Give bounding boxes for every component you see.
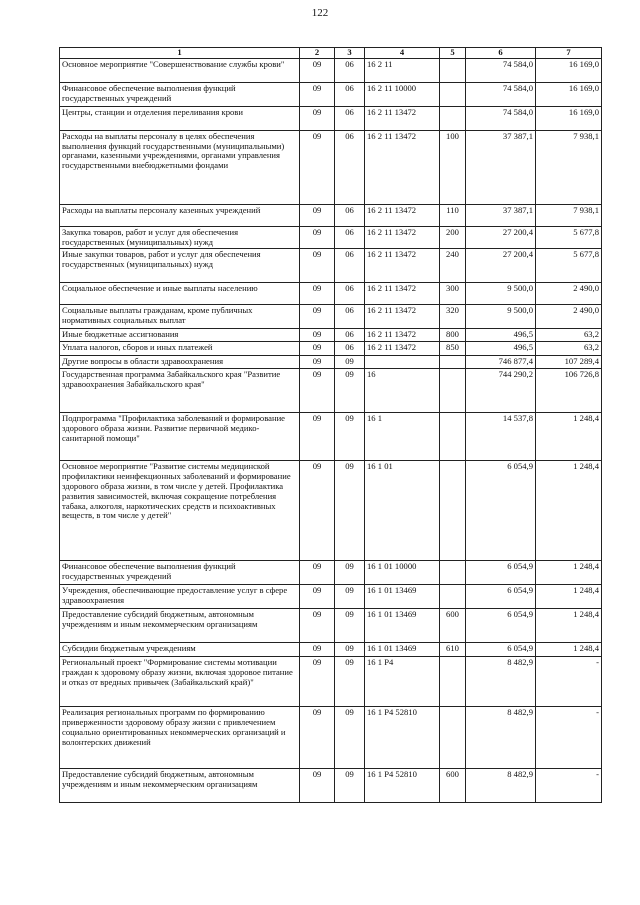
subsection-code-cell: 09 (335, 413, 365, 461)
amount-col7-cell: 63,2 (536, 329, 602, 342)
table-row (60, 413, 602, 461)
subsection-code-cell: 09 (335, 609, 365, 643)
target-article-code-cell: 16 2 11 13472 (365, 283, 440, 305)
section-code-cell: 09 (300, 609, 335, 643)
expense-name-cell: Иные закупки товаров, работ и услуг для обеспечения государственных (муниципальных) нужд (60, 249, 300, 283)
expense-name-cell: Предоставление субсидий бюджетным, автономным учреждениям и иным некоммерческим организациям (60, 609, 300, 643)
table-row (60, 561, 602, 585)
target-article-code-cell: 16 1 (365, 413, 440, 461)
amount-col7-cell: 63,2 (536, 342, 602, 356)
target-article-code-cell: 16 2 11 13472 (365, 329, 440, 342)
table-row (60, 305, 602, 329)
expense-name-cell: Финансовое обеспечение выполнения функций государственных учреждений (60, 82, 300, 106)
section-code-cell: 09 (300, 561, 335, 585)
amount-col6-cell: 14 537,8 (466, 413, 536, 461)
amount-col6-cell: 8 482,9 (466, 769, 536, 803)
subsection-code-cell: 06 (335, 283, 365, 305)
section-code-cell: 09 (300, 130, 335, 204)
target-article-code-cell: 16 2 11 13472 (365, 226, 440, 249)
table-row (60, 106, 602, 130)
expense-type-code-cell (440, 106, 466, 130)
amount-col6-cell: 6 054,9 (466, 585, 536, 609)
target-article-code-cell (365, 356, 440, 369)
expense-name-cell: Социальные выплаты гражданам, кроме публичных нормативных социальных выплат (60, 305, 300, 329)
expense-name-cell: Реализация региональных программ по формированию приверженности здоровому образу жизни с привлечением социально ориентированных некоммерческих организаций и волонтерских движений (60, 707, 300, 769)
subsection-code-cell: 09 (335, 769, 365, 803)
amount-col7-cell: 5 677,8 (536, 226, 602, 249)
expense-name-cell: Расходы на выплаты персоналу казенных учреждений (60, 204, 300, 226)
target-article-code-cell: 16 2 11 13472 (365, 130, 440, 204)
target-article-code-cell: 16 1 01 13469 (365, 585, 440, 609)
table-row (60, 707, 602, 769)
expense-name-cell: Центры, станции и отделения переливания крови (60, 106, 300, 130)
amount-col6-cell: 27 200,4 (466, 249, 536, 283)
subsection-code-cell: 06 (335, 329, 365, 342)
amount-col7-cell: - (536, 707, 602, 769)
subsection-code-cell: 06 (335, 82, 365, 106)
section-code-cell: 09 (300, 305, 335, 329)
table-row (60, 609, 602, 643)
expense-type-code-cell: 850 (440, 342, 466, 356)
amount-col7-cell: 5 677,8 (536, 249, 602, 283)
target-article-code-cell: 16 1 P4 52810 (365, 707, 440, 769)
expense-name-cell: Основное мероприятие "Развитие системы медицинской профилактики неинфекционных заболеваний и формирование здорового образа жизни, в том числе у детей. Профилактика развития зависимостей, включая сокращение потребления табака, алкоголя, наркотических средств и психоактивных веществ, в том числе у детей" (60, 461, 300, 561)
target-article-code-cell: 16 2 11 13472 (365, 342, 440, 356)
subsection-code-cell: 09 (335, 707, 365, 769)
table-row (60, 249, 602, 283)
expense-type-code-cell: 600 (440, 609, 466, 643)
expense-name-cell: Учреждения, обеспечивающие предоставление услуг в сфере здравоохранения (60, 585, 300, 609)
target-article-code-cell: 16 1 P4 (365, 657, 440, 707)
expense-type-code-cell (440, 369, 466, 413)
amount-col6-cell: 744 290,2 (466, 369, 536, 413)
amount-col7-cell: 1 248,4 (536, 461, 602, 561)
amount-col7-cell: 2 490,0 (536, 283, 602, 305)
section-code-cell: 09 (300, 106, 335, 130)
amount-col7-cell: 16 169,0 (536, 106, 602, 130)
amount-col7-cell: 1 248,4 (536, 413, 602, 461)
target-article-code-cell: 16 2 11 10000 (365, 82, 440, 106)
section-code-cell: 09 (300, 585, 335, 609)
expense-type-code-cell: 100 (440, 130, 466, 204)
amount-col6-cell: 9 500,0 (466, 305, 536, 329)
target-article-code-cell: 16 1 01 10000 (365, 561, 440, 585)
expense-type-code-cell (440, 58, 466, 82)
subsection-code-cell: 06 (335, 305, 365, 329)
target-article-code-cell: 16 1 P4 52810 (365, 769, 440, 803)
table-row (60, 82, 602, 106)
header-cell: 3 (335, 48, 365, 59)
expense-name-cell: Предоставление субсидий бюджетным, автономным учреждениям и иным некоммерческим организациям (60, 769, 300, 803)
expense-type-code-cell: 320 (440, 305, 466, 329)
subsection-code-cell: 09 (335, 356, 365, 369)
amount-col7-cell: 1 248,4 (536, 561, 602, 585)
subsection-code-cell: 09 (335, 657, 365, 707)
header-cell: 1 (60, 48, 300, 59)
expense-name-cell: Основное мероприятие "Совершенствование службы крови" (60, 58, 300, 82)
expense-name-cell: Другие вопросы в области здравоохранения (60, 356, 300, 369)
subsection-code-cell: 09 (335, 561, 365, 585)
expense-name-cell: Подпрограмма "Профилактика заболеваний и формирование здорового образа жизни. Развитие первичной медико-санитарной помощи" (60, 413, 300, 461)
table-row (60, 461, 602, 561)
amount-col7-cell: 1 248,4 (536, 609, 602, 643)
expense-name-cell: Социальное обеспечение и иные выплаты населению (60, 283, 300, 305)
amount-col7-cell: 107 289,4 (536, 356, 602, 369)
expense-type-code-cell: 300 (440, 283, 466, 305)
subsection-code-cell: 06 (335, 106, 365, 130)
expense-type-code-cell: 110 (440, 204, 466, 226)
header-cell: 4 (365, 48, 440, 59)
expense-name-cell: Иные бюджетные ассигнования (60, 329, 300, 342)
amount-col7-cell: 7 938,1 (536, 130, 602, 204)
expense-type-code-cell: 800 (440, 329, 466, 342)
amount-col6-cell: 9 500,0 (466, 283, 536, 305)
expense-name-cell: Субсидии бюджетным учреждениям (60, 643, 300, 657)
amount-col6-cell: 8 482,9 (466, 657, 536, 707)
section-code-cell: 09 (300, 707, 335, 769)
header-cell: 5 (440, 48, 466, 59)
header-row (60, 48, 602, 59)
table-row (60, 329, 602, 342)
expense-type-code-cell (440, 657, 466, 707)
section-code-cell: 09 (300, 58, 335, 82)
header-cell: 6 (466, 48, 536, 59)
section-code-cell: 09 (300, 283, 335, 305)
section-code-cell: 09 (300, 356, 335, 369)
budget-table (59, 47, 602, 803)
table-row (60, 769, 602, 803)
target-article-code-cell: 16 2 11 13472 (365, 106, 440, 130)
expense-type-code-cell (440, 413, 466, 461)
target-article-code-cell: 16 1 01 13469 (365, 643, 440, 657)
page-number: 122 (311, 7, 329, 19)
subsection-code-cell: 09 (335, 461, 365, 561)
amount-col6-cell: 6 054,9 (466, 643, 536, 657)
subsection-code-cell: 09 (335, 369, 365, 413)
table-row (60, 657, 602, 707)
subsection-code-cell: 06 (335, 249, 365, 283)
amount-col7-cell: - (536, 769, 602, 803)
subsection-code-cell: 06 (335, 130, 365, 204)
target-article-code-cell: 16 1 01 (365, 461, 440, 561)
amount-col6-cell: 746 877,4 (466, 356, 536, 369)
target-article-code-cell: 16 2 11 13472 (365, 249, 440, 283)
amount-col6-cell: 74 584,0 (466, 106, 536, 130)
amount-col6-cell: 74 584,0 (466, 82, 536, 106)
expense-type-code-cell (440, 585, 466, 609)
table-row (60, 204, 602, 226)
subsection-code-cell: 06 (335, 204, 365, 226)
amount-col7-cell: - (536, 657, 602, 707)
section-code-cell: 09 (300, 249, 335, 283)
expense-type-code-cell: 610 (440, 643, 466, 657)
expense-type-code-cell: 200 (440, 226, 466, 249)
amount-col6-cell: 37 387,1 (466, 130, 536, 204)
expense-type-code-cell (440, 356, 466, 369)
amount-col6-cell: 6 054,9 (466, 461, 536, 561)
table-row (60, 283, 602, 305)
header-cell: 2 (300, 48, 335, 59)
amount-col6-cell: 496,5 (466, 329, 536, 342)
expense-type-code-cell (440, 82, 466, 106)
amount-col6-cell: 496,5 (466, 342, 536, 356)
target-article-code-cell: 16 2 11 13472 (365, 305, 440, 329)
subsection-code-cell: 06 (335, 226, 365, 249)
amount-col6-cell: 74 584,0 (466, 58, 536, 82)
table-row (60, 643, 602, 657)
target-article-code-cell: 16 2 11 (365, 58, 440, 82)
section-code-cell: 09 (300, 643, 335, 657)
section-code-cell: 09 (300, 204, 335, 226)
table-row (60, 226, 602, 249)
table-row (60, 585, 602, 609)
amount-col7-cell: 1 248,4 (536, 585, 602, 609)
section-code-cell: 09 (300, 369, 335, 413)
table-row (60, 356, 602, 369)
amount-col7-cell: 7 938,1 (536, 204, 602, 226)
subsection-code-cell: 06 (335, 342, 365, 356)
table-row (60, 342, 602, 356)
section-code-cell: 09 (300, 82, 335, 106)
amount-col7-cell: 2 490,0 (536, 305, 602, 329)
expense-type-code-cell (440, 707, 466, 769)
expense-type-code-cell: 240 (440, 249, 466, 283)
section-code-cell: 09 (300, 657, 335, 707)
amount-col7-cell: 1 248,4 (536, 643, 602, 657)
section-code-cell: 09 (300, 461, 335, 561)
section-code-cell: 09 (300, 769, 335, 803)
amount-col6-cell: 6 054,9 (466, 609, 536, 643)
table-row (60, 58, 602, 82)
expense-type-code-cell (440, 461, 466, 561)
expense-name-cell: Региональный проект "Формирование системы мотивации граждан к здоровому образу жизни, включая здоровое питание и отказ от вредных привычек (Забайкальский край)" (60, 657, 300, 707)
amount-col6-cell: 37 387,1 (466, 204, 536, 226)
section-code-cell: 09 (300, 413, 335, 461)
target-article-code-cell: 16 2 11 13472 (365, 204, 440, 226)
expense-name-cell: Закупка товаров, работ и услуг для обеспечения государственных (муниципальных) нужд (60, 226, 300, 249)
section-code-cell: 09 (300, 329, 335, 342)
section-code-cell: 09 (300, 342, 335, 356)
header-cell: 7 (536, 48, 602, 59)
amount-col7-cell: 16 169,0 (536, 82, 602, 106)
amount-col6-cell: 8 482,9 (466, 707, 536, 769)
target-article-code-cell: 16 1 01 13469 (365, 609, 440, 643)
section-code-cell: 09 (300, 226, 335, 249)
target-article-code-cell: 16 (365, 369, 440, 413)
subsection-code-cell: 06 (335, 58, 365, 82)
amount-col6-cell: 6 054,9 (466, 561, 536, 585)
expense-name-cell: Государственная программа Забайкальского края "Развитие здравоохранения Забайкальского края" (60, 369, 300, 413)
amount-col7-cell: 16 169,0 (536, 58, 602, 82)
amount-col7-cell: 106 726,8 (536, 369, 602, 413)
subsection-code-cell: 09 (335, 585, 365, 609)
table-row (60, 130, 602, 204)
subsection-code-cell: 09 (335, 643, 365, 657)
expense-name-cell: Уплата налогов, сборов и иных платежей (60, 342, 300, 356)
expense-name-cell: Расходы на выплаты персоналу в целях обеспечения выполнения функций государственными (муниципальными) органами, казенными учреждениями, органами управления государственными внебюджетными фондами (60, 130, 300, 204)
expense-name-cell: Финансовое обеспечение выполнения функций государственных учреждений (60, 561, 300, 585)
table-row (60, 369, 602, 413)
amount-col6-cell: 27 200,4 (466, 226, 536, 249)
expense-type-code-cell: 600 (440, 769, 466, 803)
expense-type-code-cell (440, 561, 466, 585)
